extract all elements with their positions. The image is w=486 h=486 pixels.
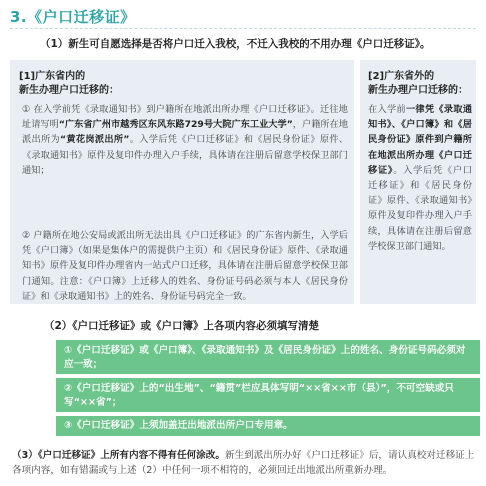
requirement-item-3: ③《户口迁移证》上须加盖迁出地派出所户口专用章。	[56, 416, 480, 436]
left-p1-part-a: ① 在入学前凭《录取通知书》到户籍所在地派出所办理《户口迁移证》。迁往地址请写明	[22, 104, 348, 131]
outside-guangdong-panel	[360, 60, 476, 304]
right-p1-part-a: 在入学前	[368, 104, 406, 115]
section-title: 3.《户口迁移证》	[10, 8, 136, 26]
left-p1-part-c: ，户籍所在地派出所为	[22, 119, 349, 146]
right-panel-heading	[368, 70, 468, 98]
right-heading-line1: [2]广东省外的	[368, 71, 435, 82]
left-paragraph-1	[22, 102, 348, 178]
requirement-item-1: ①《户口迁移证》或《户口簿》、《录取通知书》及《居民身份证》上的姓名、身份证号码必须对应一致；	[56, 340, 480, 374]
section-3-paragraph	[12, 448, 478, 478]
requirement-item-2: ②《户口迁移证》上的“出生地”、“籍贯”栏应具体写明“××省××市（县）”，不可空缺或只写“××省”；	[56, 378, 480, 412]
intro-text: （1）新生可自愿选择是否将户口迁入我校，不迁入我校的不用办理《户口迁移证》。	[40, 38, 431, 50]
left-heading-line2: 新生办理户口迁移的：	[19, 85, 119, 96]
right-p1-part-c: 。入学后凭《户口迁移证》和《居民身份证》原件、《录取通知书》原件及复印件办理入户手续，具体请在注册后留意学校保卫部门通知。	[368, 164, 473, 252]
left-p1-police-station: “黄花岗派出所”	[60, 134, 130, 146]
left-heading-line1: [1]广东省内的	[19, 71, 86, 82]
section-3-bold: （3）《户口迁移证》上所有内容不得有任何涂改。	[12, 450, 225, 461]
right-p1-bold: 一律凭《录取通知书》、《户口簿》和《居民身份证》原件到户籍所在地派出所办理《户口迁移证》	[368, 104, 473, 176]
left-paragraph-2: ② 户籍所在地公安局或派出所无法出具《户口迁移证》的广东省内新生，入学后凭《户口簿》（如果是集体户的需提供户主页）和《居民身份证》原件、《录取通知书》原件及复印件办理省内一站式户口迁移，具体请在注册后留意学校保卫部门通知。注意：《户口簿》上迁移人的姓名、身份证号码必须与本人《居民身份证》和《录取通知书》上的姓名、身份证号码完全一致。	[22, 230, 348, 302]
right-paragraph	[368, 102, 472, 254]
left-p1-address: “广东省广州市越秀区东风东路729号大院广东工业大学”	[58, 119, 293, 131]
title-divider	[10, 28, 476, 29]
left-panel-heading	[19, 70, 119, 98]
left-p1-part-e: 。入学后凭《户口迁移证》和《居民身份证》原件、《录取通知书》原件及复印件办理入户手续，具体请在注册后留意学校保卫部门通知；	[22, 134, 349, 176]
guangdong-province-panel	[10, 60, 354, 304]
section-2-heading: （2）《户口迁移证》或《户口簿》上各项内容必须填写清楚	[44, 320, 320, 332]
right-heading-line2: 新生办理户口迁移的：	[368, 85, 468, 96]
section-3-text: 新生到派出所办好《户口迁移证》后，请认真校对迁移证上各项内容，如有错漏或与上述（2）中任何一项不相符的，必须回迁出地派出所重新办理。	[12, 450, 475, 476]
